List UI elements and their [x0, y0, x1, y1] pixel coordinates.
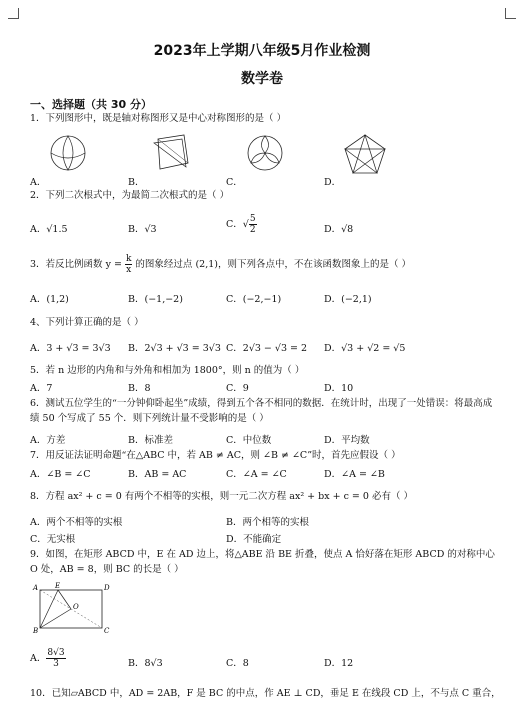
question-3-stem	[30, 254, 500, 275]
question-6-stem: 6．测试五位学生的“一分钟仰卧起坐”成绩，得到五个各不相同的数据．在统计时，出现了一处错误：将最高成绩 50 个写成了 55 个．则下列统计量不受影响的是（ ）	[30, 398, 493, 424]
q2-option-d[interactable]: D．√8	[324, 224, 354, 235]
q7-option-a[interactable]: A．∠B = ∠C	[30, 469, 91, 480]
question-4-stem: 4、下列计算正确的是（ ）	[30, 317, 144, 328]
fig-label-e: E	[55, 582, 61, 590]
fig-label-c: C	[104, 627, 110, 634]
q2-c-numerator: 5	[249, 214, 256, 224]
q3-option-a[interactable]: A．(1,2)	[30, 294, 69, 305]
q3-option-c[interactable]: C．(−2,−1)	[226, 294, 282, 305]
q3-stem-post: 的图象经过点 (2,1)，则下列各点中，不在该函数图象上的是（ ）	[132, 259, 411, 270]
q8-option-b[interactable]: B．两个相等的实根	[226, 517, 309, 528]
q9-option-a[interactable]	[30, 648, 66, 669]
q2-c-denominator: 2	[249, 225, 256, 235]
q9-option-b[interactable]: B．8√3	[128, 658, 163, 669]
q2-option-b[interactable]: B．√3	[128, 224, 157, 235]
q9-option-d[interactable]: D．12	[324, 658, 354, 669]
q6-option-c[interactable]: C．中位数	[226, 435, 272, 446]
fig-label-a: A	[33, 584, 39, 592]
q7-option-b[interactable]: B．AB = AC	[128, 469, 187, 480]
q5-option-d[interactable]: D．10	[324, 383, 354, 394]
q9-a-denominator: 3	[53, 659, 59, 669]
q6-option-a[interactable]: A．方差	[30, 435, 66, 446]
q1-option-a[interactable]: A．	[30, 177, 47, 188]
q4-option-c[interactable]: C．2√3 − √3 = 2	[226, 343, 308, 354]
q4-option-b[interactable]: B．2√3 + √3 = 3√3	[128, 343, 221, 354]
q6-option-b[interactable]: B．标准差	[128, 435, 173, 446]
question-5-stem: 5．若 n 边形的内角和与外角和相加为 1800°，则 n 的值为（ ）	[30, 365, 305, 376]
q9-option-c[interactable]: C．8	[226, 658, 249, 669]
q1-option-d[interactable]: D．	[324, 177, 342, 188]
exam-subtitle: 数学卷	[241, 71, 283, 87]
q8-option-c[interactable]: C．无实根	[30, 534, 76, 545]
crop-mark-top-right	[505, 8, 516, 19]
q6-option-d[interactable]: D．平均数	[324, 435, 370, 446]
exam-title: 2023年上学期八年级5月作业检测	[153, 43, 371, 59]
q2-option-c-prefix: C．√	[226, 219, 249, 230]
q4-option-d[interactable]: D．√3 + √2 = √5	[324, 343, 406, 354]
q2-option-c-fraction	[249, 214, 257, 235]
q3-option-b[interactable]: B．(−1,−2)	[128, 294, 183, 305]
q9-option-a-prefix: A．	[30, 653, 47, 664]
crop-mark-top-left	[8, 8, 19, 19]
q3-option-d[interactable]: D．(−2,1)	[324, 294, 372, 305]
q5-option-b[interactable]: B．8	[128, 383, 151, 394]
fig-label-b: B	[33, 627, 39, 634]
figure-four-petal-circle	[48, 133, 88, 173]
figure-square-with-triangle	[148, 131, 192, 175]
fig-label-d: D	[104, 584, 110, 592]
q8-option-a[interactable]: A．两个不相等的实根	[30, 517, 123, 528]
q3-denominator: x	[126, 265, 132, 275]
question-7-stem: 7．用反证法证明命题“在△ABC 中，若 AB ≠ AC，则 ∠B ≠ ∠C”时，首先应假设（ ）	[30, 450, 401, 461]
q7-option-d[interactable]: D．∠A = ∠B	[324, 469, 385, 480]
q9-option-a-fraction	[46, 648, 65, 669]
q1-option-c[interactable]: C．	[226, 177, 243, 188]
q4-option-a[interactable]: A．3 + √3 = 3√3	[30, 343, 111, 354]
q2-option-a[interactable]: A．√1.5	[30, 224, 68, 235]
question-2-stem: 2．下列二次根式中，为最简二次根式的是（ ）	[30, 190, 230, 201]
figure-rectangle-abcd	[30, 582, 110, 634]
section-heading: 一、选择题（共 30 分）	[30, 98, 152, 111]
q3-numerator: k	[125, 254, 132, 264]
question-9-stem: 9．如图，在矩形 ABCD 中，E 在 AD 边上，将△ABE 沿 BE 折叠，使点 A 恰好落在矩形 ABCD 的对称中心 O 处，AB = 8，则 BC 的长是（ ）	[30, 549, 495, 575]
question-1-stem: 1．下列图形中，既是轴对称图形又是中心对称图形的是（ ）	[30, 113, 287, 124]
q5-option-c[interactable]: C．9	[226, 383, 249, 394]
question-10-stem: 10．已知▱ABCD 中，AD = 2AB，F 是 BC 的中点，作 AE ⊥ CD，垂足 E 在线段 CD 上，不与点 C 重合，	[30, 688, 501, 699]
q8-option-d[interactable]: D．不能确定	[226, 534, 282, 545]
q1-option-b[interactable]: B．	[128, 177, 145, 188]
q5-option-a[interactable]: A．7	[30, 383, 53, 394]
fig-label-o: O	[73, 603, 79, 611]
q2-option-c[interactable]	[226, 214, 257, 235]
q9-a-numerator: 8√3	[47, 648, 65, 658]
figure-pentagram-pentagon	[343, 133, 387, 175]
figure-three-leaf-circle	[245, 133, 285, 173]
q3-stem-pre: 3．若反比例函数 y =	[30, 259, 125, 270]
question-8-stem: 8．方程 ax² + c = 0 有两个不相等的实根，则一元二次方程 ax² + bx + c = 0 必有（ ）	[30, 491, 413, 502]
q7-option-c[interactable]: C．∠A = ∠C	[226, 469, 287, 480]
